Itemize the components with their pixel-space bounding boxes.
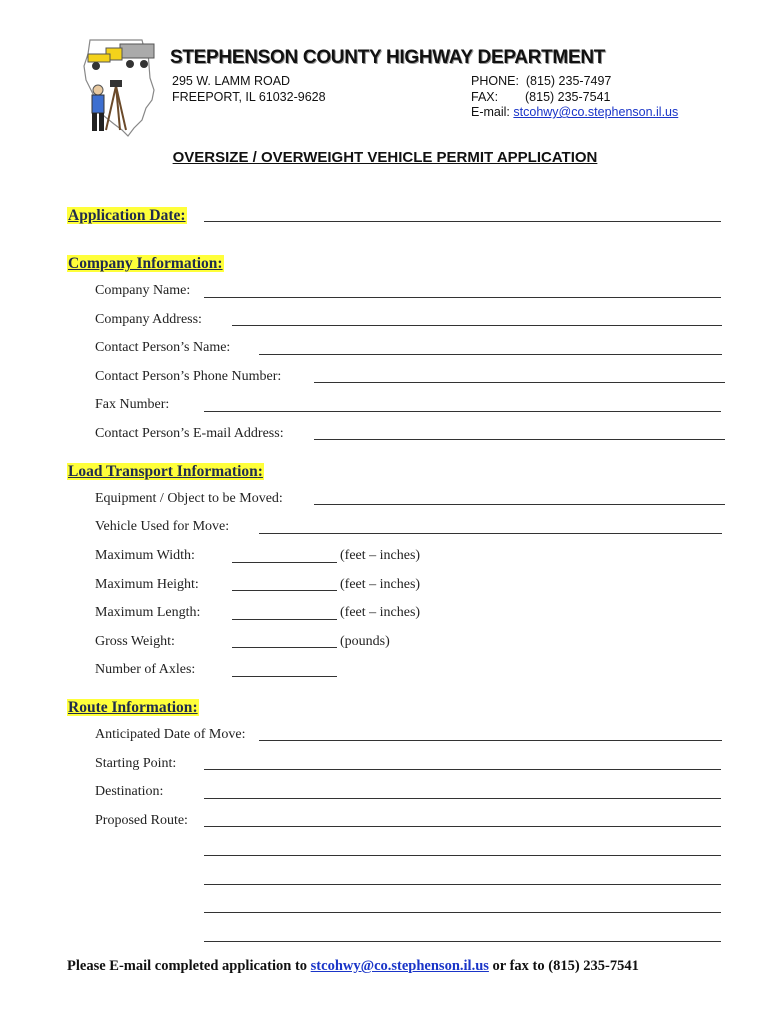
- destination-field[interactable]: [204, 798, 721, 799]
- max-length-label: Maximum Length:: [95, 605, 201, 620]
- move-date-label: Anticipated Date of Move:: [95, 727, 246, 742]
- equipment-field[interactable]: [314, 504, 725, 505]
- phone-label: PHONE:: [471, 74, 519, 88]
- address-line-1: 295 W. LAMM ROAD: [172, 74, 291, 88]
- highway-department-logo: [80, 38, 162, 138]
- axles-label: Number of Axles:: [95, 662, 196, 677]
- max-length-field[interactable]: [232, 619, 337, 620]
- contact-name-field[interactable]: [259, 354, 722, 355]
- axles-field[interactable]: [232, 676, 337, 677]
- fax-line: [471, 90, 610, 104]
- contact-name-label: Contact Person’s Name:: [95, 340, 231, 355]
- proposed-route-field-1[interactable]: [204, 826, 721, 827]
- route-info-heading: Route Information:: [68, 699, 198, 716]
- max-width-field[interactable]: [232, 562, 337, 563]
- max-length-unit: (feet – inches): [340, 605, 421, 620]
- proposed-route-label: Proposed Route:: [95, 813, 188, 828]
- fax-number-field[interactable]: [204, 411, 721, 412]
- max-height-unit: (feet – inches): [340, 577, 421, 592]
- gross-weight-field[interactable]: [232, 647, 337, 648]
- proposed-route-field-5[interactable]: [204, 941, 721, 942]
- company-name-label: Company Name:: [95, 283, 191, 298]
- contact-phone-field[interactable]: [314, 382, 725, 383]
- phone-number: (815) 235-7497: [525, 74, 612, 88]
- footer-instructions: [67, 958, 639, 975]
- footer-email-link[interactable]: stcohwy@co.stephenson.il.us: [310, 958, 489, 974]
- application-date-field[interactable]: [204, 221, 721, 222]
- application-date-heading: Application Date:: [68, 207, 186, 224]
- vehicle-label: Vehicle Used for Move:: [95, 519, 230, 534]
- company-info-heading: Company Information:: [68, 255, 223, 272]
- fax-number-label: Fax Number:: [95, 397, 170, 412]
- contact-email-label: Contact Person’s E-mail Address:: [95, 426, 284, 441]
- starting-point-field[interactable]: [204, 769, 721, 770]
- header-email-link[interactable]: stcohwy@co.stephenson.il.us: [513, 105, 679, 119]
- equipment-label: Equipment / Object to be Moved:: [95, 491, 283, 506]
- starting-point-label: Starting Point:: [95, 756, 177, 771]
- vehicle-field[interactable]: [259, 533, 722, 534]
- proposed-route-field-2[interactable]: [204, 855, 721, 856]
- max-width-label: Maximum Width:: [95, 548, 195, 563]
- email-line: [471, 105, 678, 119]
- gross-weight-unit: (pounds): [340, 634, 390, 649]
- move-date-field[interactable]: [259, 740, 722, 741]
- form-title: OVERSIZE / OVERWEIGHT VEHICLE PERMIT APPLICATION: [172, 149, 598, 166]
- company-address-label: Company Address:: [95, 312, 202, 327]
- max-height-label: Maximum Height:: [95, 577, 199, 592]
- destination-label: Destination:: [95, 784, 164, 799]
- max-height-field[interactable]: [232, 590, 337, 591]
- address-line-2: FREEPORT, IL 61032-9628: [172, 90, 326, 104]
- load-info-heading: Load Transport Information:: [68, 463, 263, 480]
- company-address-field[interactable]: [232, 325, 722, 326]
- footer-text-after: or fax to (815) 235-7541: [488, 958, 639, 974]
- email-label: E-mail:: [471, 105, 510, 119]
- fax-label: FAX:: [471, 90, 499, 104]
- footer-text-before: Please E-mail completed application to: [67, 958, 311, 974]
- company-name-field[interactable]: [204, 297, 721, 298]
- fax-number: (815) 235-7541: [525, 90, 611, 104]
- department-title: STEPHENSON COUNTY HIGHWAY DEPARTMENT: [170, 47, 606, 68]
- proposed-route-field-3[interactable]: [204, 884, 721, 885]
- phone-line: [471, 74, 611, 88]
- gross-weight-label: Gross Weight:: [95, 634, 175, 649]
- contact-phone-label: Contact Person’s Phone Number:: [95, 369, 282, 384]
- proposed-route-field-4[interactable]: [204, 912, 721, 913]
- max-width-unit: (feet – inches): [340, 548, 421, 563]
- contact-email-field[interactable]: [314, 439, 725, 440]
